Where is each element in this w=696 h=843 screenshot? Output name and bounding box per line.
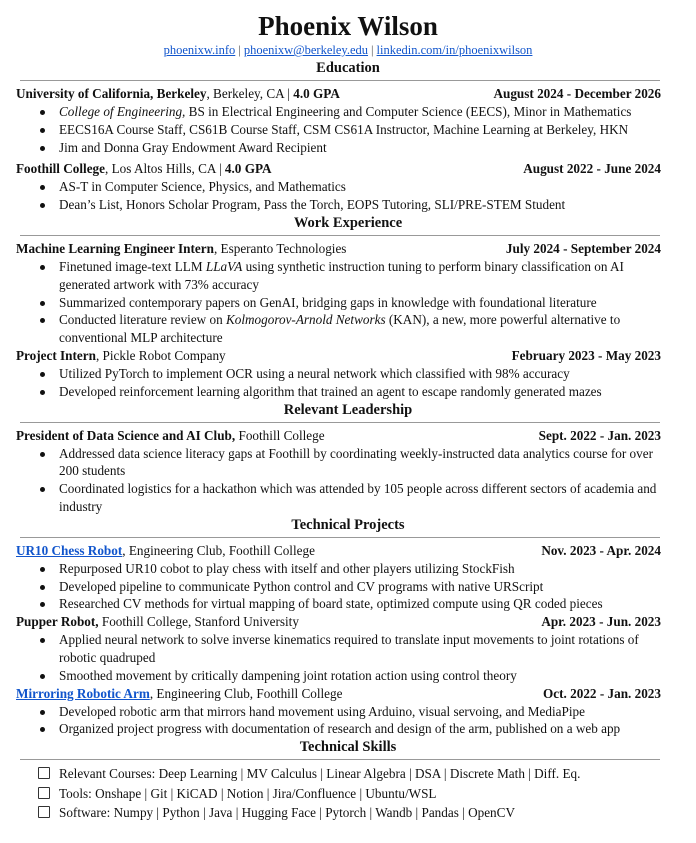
bullet-list <box>16 445 660 516</box>
entry-subtitle: , Los Altos Hills, CA | <box>105 161 225 177</box>
bullet-item <box>16 196 659 214</box>
bullet-text: Addressed data science literacy gaps at Foothill by coordinating weekly-instructed data analytics course for over 200 students <box>59 445 653 479</box>
section-title: Work Experience <box>293 214 403 231</box>
bullet-item <box>16 383 659 401</box>
entry-title-line <box>16 685 342 703</box>
entry-title-line <box>16 427 325 445</box>
bullet-list <box>16 703 660 739</box>
entry-subtitle: Foothill College, Stanford University <box>98 614 299 630</box>
section-title: Education <box>316 60 380 76</box>
link-separator: | <box>371 43 374 57</box>
bullet-text: Repurposed UR10 cobot to play chess with itself and other players utilizing StockFish <box>59 560 515 576</box>
entry-title-line <box>16 542 315 560</box>
entry-date: Sept. 2022 - Jan. 2023 <box>538 427 661 443</box>
contact-links <box>36 41 660 59</box>
bullet-item <box>16 365 659 383</box>
section-relevant-leadership <box>16 401 660 516</box>
entry-title: President of Data Science and AI Club, <box>16 427 236 443</box>
resume-name: Phoenix Wilson <box>258 11 438 41</box>
bullet-item <box>16 560 659 578</box>
bullet-text: using synthetic instruction tuning to perform binary classification on AI generated artwork with 73% accuracy <box>59 258 624 292</box>
section-title: Relevant Leadership <box>283 401 413 418</box>
bullet-item <box>16 445 659 481</box>
project-link[interactable]: Mirroring Robotic Arm <box>16 685 150 701</box>
entry-title-line <box>16 613 299 631</box>
bullet-italic-text: LLaVA <box>205 258 243 274</box>
bullet-item <box>16 258 659 294</box>
entry-date: February 2023 - May 2023 <box>511 347 661 363</box>
bullet-text: Developed pipeline to communicate Python control and CV programs with native URScript <box>59 578 544 594</box>
bullet-italic-text: College of Engineering, <box>59 104 186 119</box>
bullet-list <box>16 365 660 401</box>
entry-header <box>16 240 661 258</box>
section-technical-skills <box>16 738 660 823</box>
entry-title-line <box>16 240 346 258</box>
bullet-item <box>16 178 659 196</box>
entry-header <box>16 685 661 703</box>
entry-subtitle: , Engineering Club, Foothill College <box>149 685 343 701</box>
bullet-item <box>16 667 659 685</box>
entry-subtitle: , Engineering Club, Foothill College <box>122 542 315 558</box>
skill-text: Software: Numpy | Python | Java | Hugging Face | Pytorch | Wandb | Pandas | OpenCV <box>59 805 515 821</box>
bullet-text: Summarized contemporary papers on GenAI, bridging gaps in knowledge with foundational literature <box>59 294 597 310</box>
entry-title: Project Intern <box>16 347 96 363</box>
bullet-list <box>16 103 660 156</box>
checkbox-icon[interactable] <box>38 787 50 799</box>
bullet-text: AS-T in Computer Science, Physics, and Mathematics <box>59 179 346 195</box>
bullet-item <box>16 578 659 596</box>
bullet-text: Developed robotic arm that mirrors hand movement using Arduino, visual servoing, and MediaPipe <box>59 703 585 719</box>
entry-gpa: 4.0 GPA <box>224 161 272 177</box>
bullet-text: EECS16A Course Staff, CS61B Course Staff, CSM CS61A Instructor, Machine Learning at Berkeley, HKN <box>59 121 629 137</box>
entry-subtitle: Foothill College <box>235 427 325 443</box>
bullet-text: (KAN), a new, more powerful alternative to conventional MLP architecture <box>59 312 621 346</box>
bullet-list <box>16 178 660 214</box>
bullet-list <box>16 258 660 347</box>
checkbox-icon[interactable] <box>38 806 50 818</box>
entry-title: University of California, Berkeley <box>16 86 207 101</box>
bullet-item <box>16 294 659 312</box>
entry-date: Apr. 2023 - Jun. 2023 <box>541 614 661 630</box>
bullet-text: Finetuned image-text LLM <box>59 258 206 274</box>
entry-header <box>16 542 661 560</box>
website-link[interactable]: phoenixw.info <box>163 43 236 57</box>
bullet-text: Utilized PyTorch to implement OCR using a neural network which classified with 98% accuracy <box>59 365 570 381</box>
entry-header <box>16 85 661 103</box>
bullet-item <box>16 121 659 139</box>
link-separator: | <box>238 43 241 57</box>
bullet-list <box>16 631 660 684</box>
bullet-list <box>16 560 660 613</box>
bullet-item <box>16 103 659 121</box>
skills-list <box>16 764 660 823</box>
bullet-italic-text: Kolmogorov-Arnold Networks <box>225 312 386 328</box>
section-title: Technical Projects <box>291 516 405 533</box>
entry-subtitle: , Pickle Robot Company <box>95 347 226 363</box>
entry-title: Machine Learning Engineer Intern <box>16 240 214 256</box>
section-technical-projects <box>16 516 660 738</box>
section-education <box>16 59 660 214</box>
email-link[interactable]: phoenixw@berkeley.edu <box>243 43 369 57</box>
skill-item <box>16 803 659 823</box>
entry-date: August 2022 - June 2024 <box>523 161 661 177</box>
entry-header <box>16 427 661 445</box>
bullet-item <box>16 703 659 721</box>
entry-title: Pupper Robot, <box>16 614 99 630</box>
project-link[interactable]: UR10 Chess Robot <box>16 542 123 558</box>
entry-subtitle: , Berkeley, CA | <box>206 86 294 101</box>
entry-date: Nov. 2023 - Apr. 2024 <box>541 542 661 558</box>
skill-item <box>16 764 659 784</box>
entry-date: Oct. 2022 - Jan. 2023 <box>543 685 661 701</box>
bullet-text: Dean’s List, Honors Scholar Program, Pass the Torch, EOPS Tutoring, SLI/PRE-STEM Student <box>59 197 566 213</box>
bullet-text: BS in Electrical Engineering and Computer Science (EECS), Minor in Mathematics <box>185 104 632 119</box>
entry-header <box>16 347 661 365</box>
skill-text: Tools: Onshape | Git | KiCAD | Notion | Jira/Confluence | Ubuntu/WSL <box>59 785 437 801</box>
bullet-text: Organized project progress with documentation of research and design of the arm, published on a web app <box>59 721 621 737</box>
bullet-item <box>16 595 659 613</box>
resume-sections <box>16 59 660 823</box>
bullet-text: Coordinated logistics for a hackathon which was attended by 105 people across different sectors of academia and industry <box>59 481 657 514</box>
bullet-text: Applied neural network to solve inverse kinematics required to translate input movements to joint rotations of robotic quadruped <box>59 632 639 665</box>
skill-item <box>16 784 659 804</box>
entry-title-line <box>16 160 272 178</box>
bullet-text: Smoothed movement by critically dampening joint rotation action using control theory <box>59 667 517 683</box>
bullet-text: Researched CV methods for virtual mapping of board state, optimized compute using QR coded pieces <box>59 596 603 612</box>
entry-title: Foothill College <box>16 161 106 177</box>
bullet-item <box>16 480 659 516</box>
entry-subtitle: , Esperanto Technologies <box>213 240 347 256</box>
entry-header <box>16 160 661 178</box>
bullet-text: Conducted literature review on <box>59 312 226 328</box>
section-title: Technical Skills <box>299 739 397 756</box>
entry-title-line <box>16 85 340 103</box>
bullet-item <box>16 720 659 738</box>
bullet-text: Jim and Donna Gray Endowment Award Recipient <box>59 139 327 155</box>
section-work-experience <box>16 214 660 401</box>
entry-gpa: 4.0 GPA <box>293 86 340 101</box>
bullet-item <box>16 139 659 157</box>
bullet-item <box>16 631 659 667</box>
bullet-text: Developed reinforcement learning algorithm that trained an agent to escape randomly generated mazes <box>59 383 602 399</box>
entry-date: July 2024 - September 2024 <box>505 240 661 256</box>
bullet-item <box>16 311 659 347</box>
entry-header <box>16 613 661 631</box>
linkedin-link[interactable]: linkedin.com/in/phoenixwilson <box>376 43 533 57</box>
skill-text: Relevant Courses: Deep Learning | MV Calculus | Linear Algebra | DSA | Discrete Math | Diff. Eq. <box>59 766 581 782</box>
entry-date: August 2024 - December 2026 <box>493 86 661 101</box>
entry-title-line <box>16 347 226 365</box>
checkbox-icon[interactable] <box>38 767 50 779</box>
